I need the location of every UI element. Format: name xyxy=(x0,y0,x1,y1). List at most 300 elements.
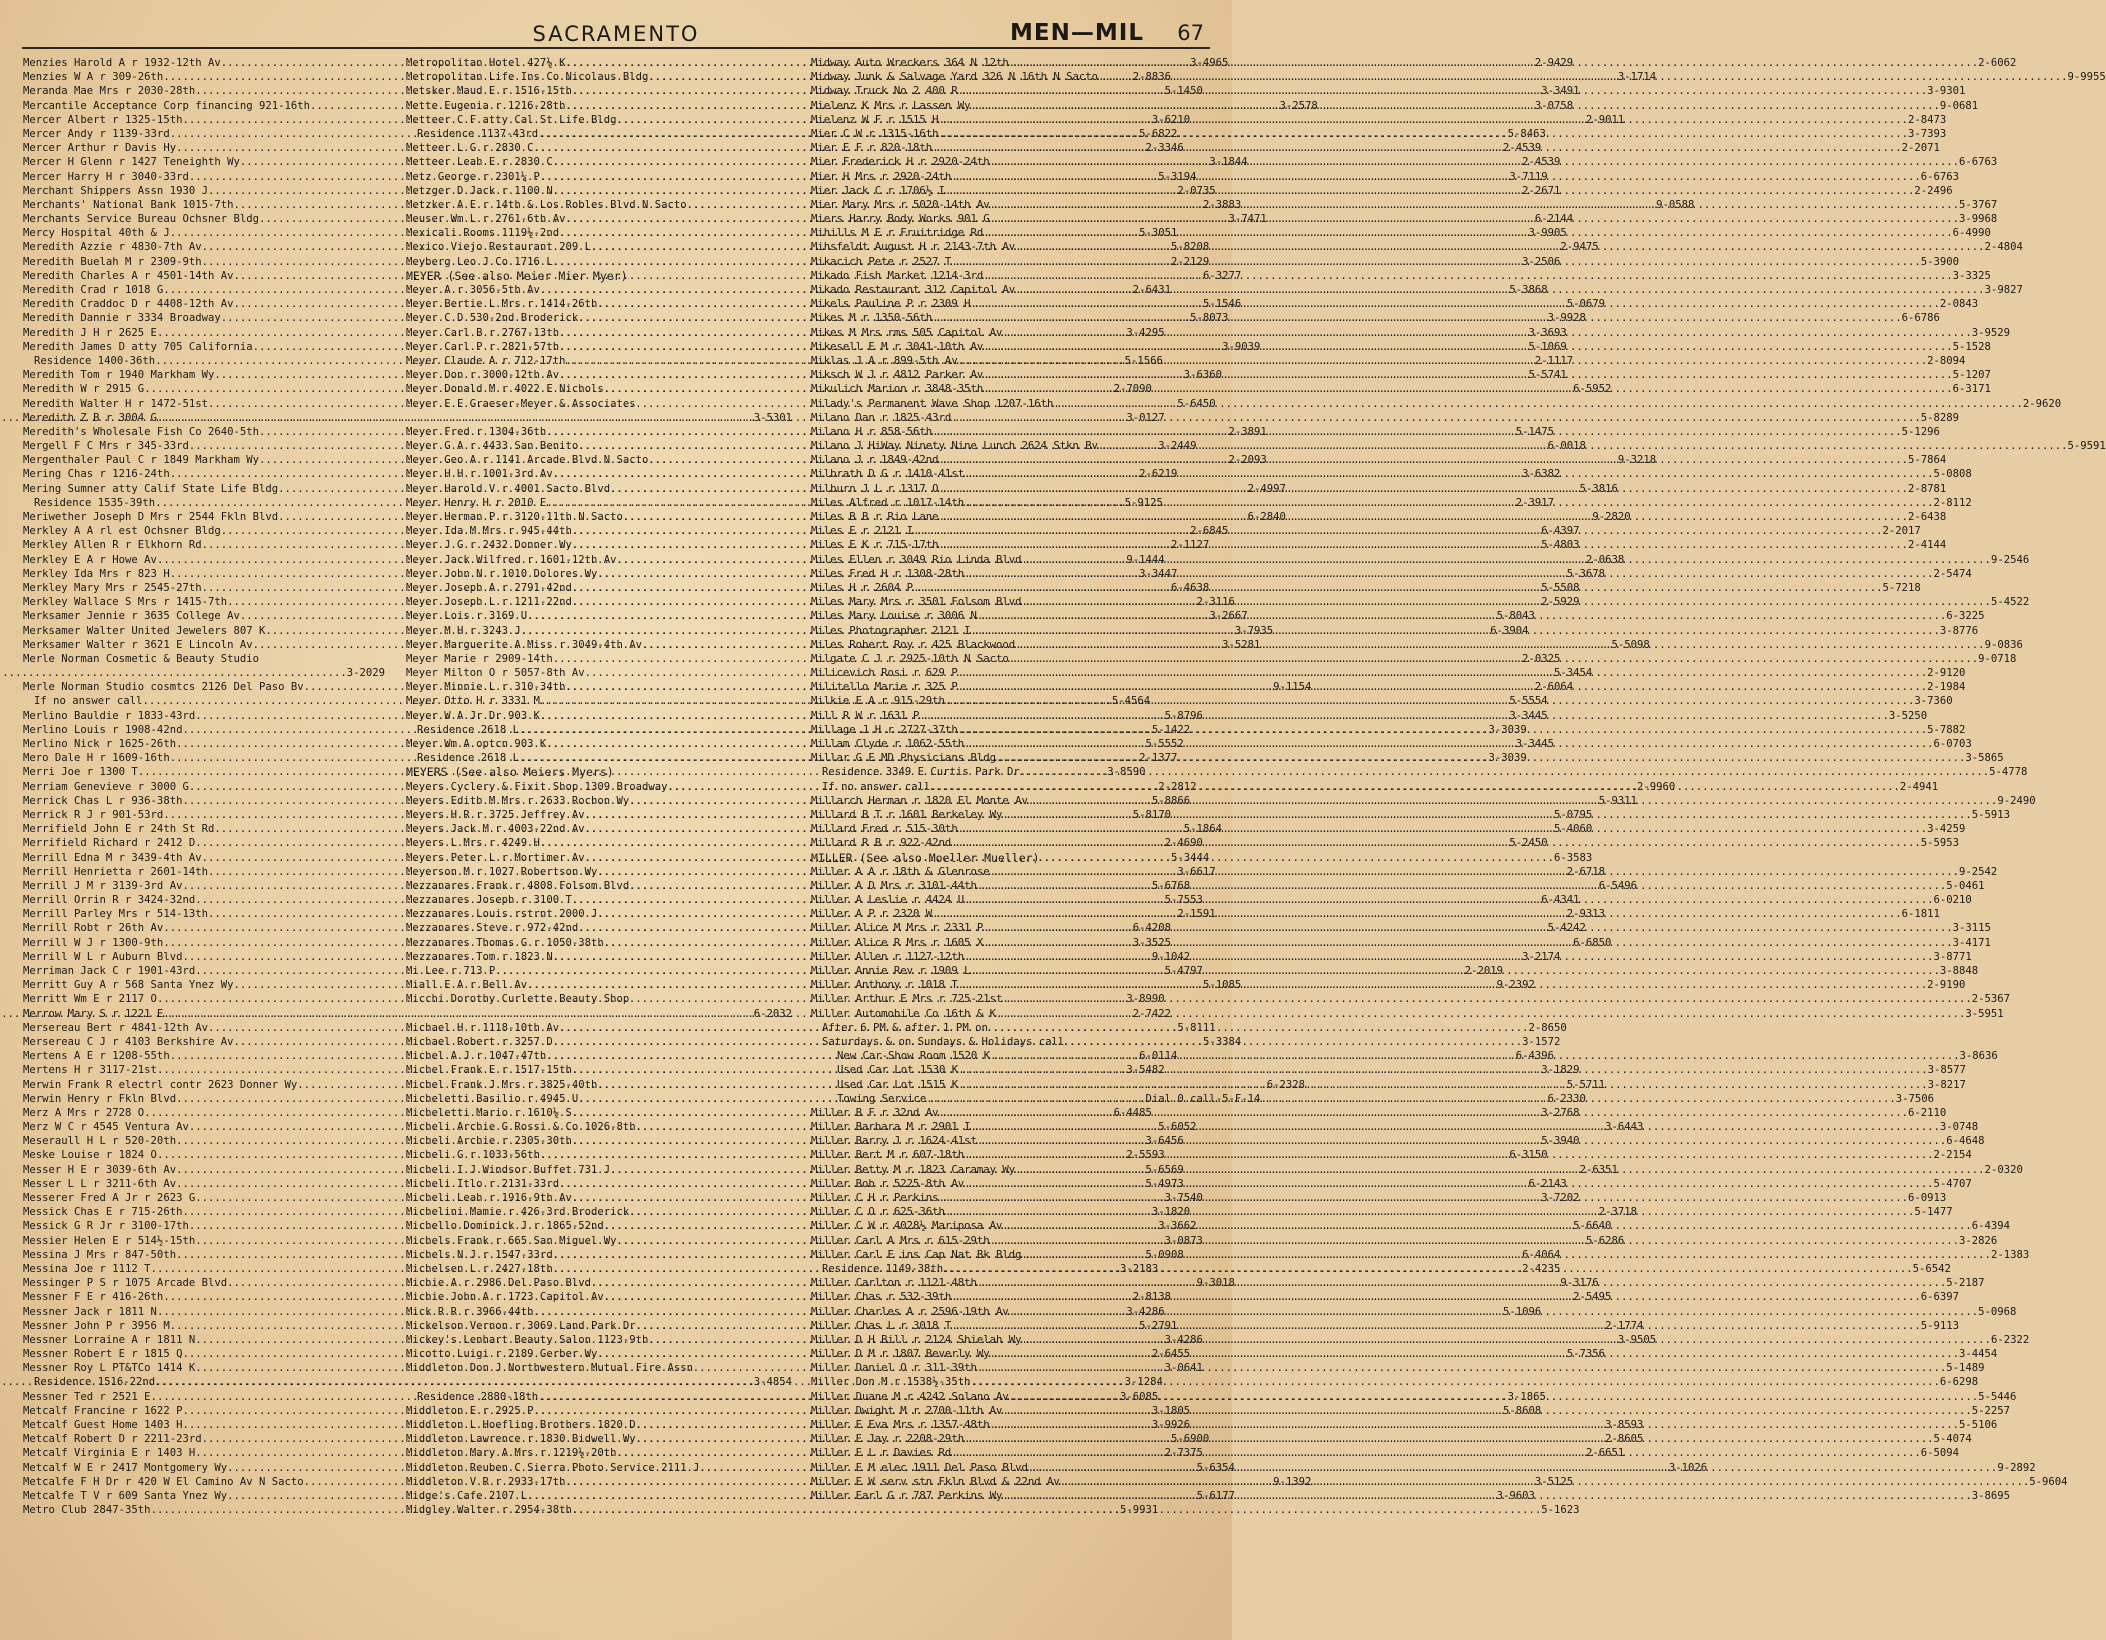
phone-number: 3-3115 xyxy=(1952,922,1991,935)
listing-name: Meyer H H r 1001-3rd Av xyxy=(406,468,553,481)
listing-name: Residence 2618 L xyxy=(417,723,520,736)
listing-name: MEYER (See also Meier Mier Myer) xyxy=(406,268,628,283)
phone-number: 3-3491 xyxy=(1541,85,1580,98)
listing-name: Messner Roy L PT&TCo 1414 K xyxy=(23,1362,196,1375)
phone-number: 5-1546 xyxy=(1202,298,1242,311)
phone-number: 5-1096 xyxy=(1503,1305,1542,1318)
phone-number: 3-2506 xyxy=(1522,255,1561,268)
listing-name: Meredith Walter H r 1472-51st xyxy=(23,397,208,410)
phone-number: 5-5552 xyxy=(1145,738,1184,750)
listing-name: Mier E F r 820-18th xyxy=(811,142,933,155)
phone-number: 2-4804 xyxy=(1984,241,2023,254)
phone-number: 3-6443 xyxy=(1605,1121,1644,1134)
phone-number: 5-6052 xyxy=(1158,1121,1197,1134)
phone-number: 5-5508 xyxy=(1541,581,1580,594)
phone-number: 3-9039 xyxy=(1222,340,1261,353)
listing-entry xyxy=(406,1375,792,1389)
listing-name: Micotto Luigi r 2189 Gerber Wy xyxy=(406,1348,598,1361)
listing-name: Midway Junk & Salvage Yard 326 N 16th N Sacto xyxy=(811,71,1099,84)
listing-name: Meredith Z B r 3004 G xyxy=(23,411,157,424)
listing-name: Micheli G r 1033-56th xyxy=(406,1149,540,1162)
listing-name: Used Car Lot 1515 K xyxy=(837,1078,959,1091)
listing-entry xyxy=(23,652,385,666)
listing-name: Midway Auto Wreckers 364 N 12th xyxy=(811,57,1009,69)
phone-number: 5-6450 xyxy=(1177,397,1216,410)
listing-entry xyxy=(23,666,385,680)
phone-number: 2-2019 xyxy=(1464,965,1504,977)
listing-name: Miller A Leslie r 4424 U xyxy=(811,894,965,907)
listing-name: Meyer Fred r 1304-36th xyxy=(406,425,547,438)
phone-number: 5-5953 xyxy=(1920,837,1960,850)
dot-leader xyxy=(996,1007,1965,1021)
dot-leader xyxy=(1002,1219,1971,1233)
dot-leader xyxy=(977,1361,1946,1375)
phone-number: 2-4235 xyxy=(1522,1262,1561,1275)
listing-name: Meyer Lois r 3169 U xyxy=(406,610,528,623)
listing-name: Mezzanares Louis rstrnt 2000 J xyxy=(406,908,598,921)
phone-number: 2-6651 xyxy=(1585,1447,1625,1460)
dot-leader xyxy=(964,467,1933,481)
phone-number: 2-1984 xyxy=(1927,681,1966,694)
phone-number: 3-7202 xyxy=(1541,1192,1580,1204)
listing-name: Millam Clyde r 1062-55th xyxy=(811,738,965,750)
phone-number: 6-6763 xyxy=(1959,156,1998,169)
listing-name: Milano J HiWay Ninety Nine Lunch 2624 Stkn Bv xyxy=(811,440,1099,453)
listing-name: Miles Photographer 2121 I xyxy=(811,624,971,637)
listing-name: Miller Dwight M r 2700-11th Av xyxy=(811,1404,1003,1417)
listing-name: Merz W C r 4545 Ventura Av xyxy=(23,1121,189,1134)
dot-leader xyxy=(977,1276,1946,1290)
phone-number: 3-1714 xyxy=(1617,71,1657,84)
phone-number: 5-5106 xyxy=(1959,1419,1998,1431)
listing-name: Millarch Herman r 1820 El Monte Av xyxy=(811,794,1028,807)
listing-name: Meredith W r 2915 G xyxy=(23,383,145,396)
phone-number: 6-2330 xyxy=(1547,1092,1586,1105)
dot-leader xyxy=(913,581,1882,595)
listing-name: Miller Carlton r 1121-48th xyxy=(811,1277,977,1290)
listing-name: Miles Ellen r 3049 Rio Linda Blvd xyxy=(811,553,1022,566)
listing-name: Merlino Bauldie r 1833-43rd xyxy=(23,709,196,722)
phone-number: 2-9620 xyxy=(2022,397,2062,410)
phone-number: 5-2450 xyxy=(1509,837,1548,850)
phone-number: 6-4064 xyxy=(1522,1248,1561,1261)
phone-number: 6-6763 xyxy=(1920,170,1960,183)
listing-name: Miles Alfred r 1017-14th xyxy=(811,496,965,509)
dot-leader xyxy=(951,255,1920,269)
phone-number: 2-5495 xyxy=(1573,1291,1612,1304)
listing-name: Michael Robert r 3257 D xyxy=(406,1035,553,1048)
listing-name: Middleton Lawrence r 1830 Bidwell Wy xyxy=(406,1433,636,1446)
listing-name: Merrifield John E r 24th St Rd xyxy=(23,823,215,836)
listing-name: Merrill Edna M r 3439-4th Av xyxy=(23,851,202,864)
dot-leader xyxy=(945,1205,1914,1219)
phone-number: 2-2812 xyxy=(1158,780,1197,793)
phone-number: 2-0325 xyxy=(1522,652,1561,665)
phone-number: 3-3525 xyxy=(1132,936,1172,949)
listing-name: Micheli Leah r 1916-9th Av xyxy=(406,1192,572,1204)
phone-number: 5-0461 xyxy=(1946,879,1985,892)
dot-leader xyxy=(964,496,1933,510)
listing-name: Meyer W A Jr Dr 903 K xyxy=(406,709,540,722)
dot-leader xyxy=(983,921,1952,935)
phone-number: 3-4295 xyxy=(1126,326,1165,339)
phone-number: 3-3662 xyxy=(1158,1220,1197,1233)
listing-name: Mielenz W F r 1515 H xyxy=(811,113,939,126)
phone-number: 3-5482 xyxy=(1126,1064,1165,1077)
listing-name: Meyer Wm A optcn 903 K xyxy=(406,738,547,750)
dot-leader xyxy=(932,907,1901,921)
phone-number: 3-4286 xyxy=(1164,1333,1203,1346)
listing-name: Mier C W r 1315-16th xyxy=(811,127,939,140)
listing-name: Mihsfeldt August H r 2143-7th Av xyxy=(811,241,1016,254)
listing-name: Meyberg Leo J Co 1716 L xyxy=(406,255,553,268)
page-number: 67 xyxy=(1177,21,1204,45)
phone-number: 2-8112 xyxy=(1933,496,1972,509)
phone-number: 6-3171 xyxy=(1952,383,1991,396)
dot-leader xyxy=(983,382,1952,396)
listing-name: Miller Allen r 1127-12th xyxy=(811,950,965,963)
listing-name: Micchi Dorothy Curlette Beauty Shop xyxy=(406,993,630,1006)
phone-number: 6-5952 xyxy=(1573,383,1612,396)
phone-number: 2-6845 xyxy=(1190,525,1229,538)
listing-entry xyxy=(406,1007,792,1021)
listing-name: Mexico Viejo Restaurant 209 L xyxy=(406,241,591,254)
phone-number: 6-3225 xyxy=(1946,610,1985,623)
listing-name: Milady's Permanent Wave Shop 1207-16th xyxy=(811,397,1054,410)
listing-name: Meyer A r 3056-5th Av xyxy=(406,284,540,296)
listing-name: Miller E M elec 1911 Del Paso Blvd xyxy=(811,1461,1028,1474)
phone-number: 5-6542 xyxy=(1912,1262,1951,1275)
phone-number: 2-0735 xyxy=(1177,184,1216,197)
listing-name: Miller C O r 625-36th xyxy=(811,1206,945,1219)
listing-name: Mering Sumner atty Calif State Life Bldg xyxy=(23,482,279,495)
listing-name: Meyerson M r 1027 Robertson Wy xyxy=(406,865,598,878)
phone-number: 3-8590 xyxy=(1107,766,1146,779)
dot-leader xyxy=(939,453,1908,467)
phone-number: 5-8170 xyxy=(1132,808,1172,821)
phone-number: 5-6354 xyxy=(1196,1461,1235,1474)
dot-leader xyxy=(930,780,1899,794)
listing-name: Merrill J M r 3139-3rd Av xyxy=(23,879,183,892)
listing-name: Towing Service xyxy=(837,1092,927,1105)
listing-name: Mikesell E M r 3041-10th Av xyxy=(811,340,984,353)
dot-leader xyxy=(0,1007,754,1021)
dot-leader xyxy=(964,567,1933,581)
phone-number: 3-6617 xyxy=(1177,865,1216,878)
dot-leader xyxy=(964,950,1933,964)
phone-number: 3-2768 xyxy=(1541,1106,1580,1119)
phone-number: 6-0114 xyxy=(1139,1050,1178,1063)
listing-name: Millard Fred r 515-30th xyxy=(811,823,958,836)
listing-entry xyxy=(811,397,2062,411)
listing-name: Militello Marie r 325 P xyxy=(811,681,958,694)
dot-leader xyxy=(939,1191,1908,1205)
listing-name: Messer L L r 3211-6th Av xyxy=(23,1177,177,1190)
listing-name: Mering Chas r 1216-24th xyxy=(23,468,170,481)
listing-entry xyxy=(811,851,1206,865)
phone-number: 5-6177 xyxy=(1196,1489,1235,1502)
listing-name: Meredith Dannie r 3334 Broadway xyxy=(23,312,221,325)
listing-name: Meyers L Mrs r 4249 H xyxy=(406,837,540,850)
listing-name: Miller A D Mrs r 3101-44th xyxy=(811,879,977,892)
phone-number: 2-2671 xyxy=(1522,184,1561,197)
listing-name: Metcalf Guest Home 1403 H xyxy=(23,1419,183,1431)
phone-number: 5-7218 xyxy=(1882,581,1921,594)
phone-number: 3-7935 xyxy=(1234,624,1274,637)
dot-leader xyxy=(983,368,1952,382)
phone-number: 2-6431 xyxy=(1132,284,1172,296)
phone-number: 6-5496 xyxy=(1598,879,1637,892)
listing-name: Merriam Genevieve r 3000 G xyxy=(23,780,189,793)
phone-number: 5-1864 xyxy=(1183,823,1223,836)
phone-number: 5-1422 xyxy=(1151,723,1191,736)
listing-name: Meyer Don r 3000-12th Av xyxy=(406,369,560,382)
listing-name: Mergell F C Mrs r 345-33rd xyxy=(23,440,189,453)
dot-leader xyxy=(983,340,1952,354)
phone-number: 2-0843 xyxy=(1939,298,1979,311)
phone-number: 6-4394 xyxy=(1971,1220,2011,1233)
phone-number: 5-8043 xyxy=(1496,610,1535,623)
listing-name: Milano J r 1849-42nd xyxy=(811,454,939,467)
listing-name: Messner Jack r 1811 N xyxy=(23,1305,157,1318)
phone-number: 3-9529 xyxy=(1971,326,2011,339)
phone-number: 6-3904 xyxy=(1490,624,1529,637)
phone-number: 5-9591 xyxy=(2067,440,2106,453)
phone-number: 3-5301 xyxy=(753,411,792,424)
phone-number: 2-4144 xyxy=(1908,539,1947,552)
listing-name: Merlino Nick r 1625-26th xyxy=(23,738,177,750)
listing-name: Messer H E r 3039-6th Av xyxy=(23,1163,177,1176)
phone-number: 3-5865 xyxy=(1965,752,2004,765)
phone-number: 6-4648 xyxy=(1946,1135,1985,1148)
listing-name: Meyers Jack M r 4003-22nd Av xyxy=(406,823,585,836)
phone-number: 6-2840 xyxy=(1247,511,1286,523)
phone-number: 2-3718 xyxy=(1598,1206,1637,1219)
listing-name: Metzger D Jack r 1100 N xyxy=(406,184,553,197)
dot-leader xyxy=(977,1134,1946,1148)
listing-name: Miller Earl G r 787 Perkins Wy xyxy=(811,1489,1003,1502)
phone-number: 6-1811 xyxy=(1901,908,1940,921)
listing-name: Meyers H R r 3725 Jeffrey Av xyxy=(406,808,585,821)
phone-number: 5-4797 xyxy=(1164,965,1203,977)
phone-number: 5-4522 xyxy=(1990,596,2030,609)
listing-name: Metcalfe T V r 609 Santa Ynez Wy xyxy=(23,1489,228,1502)
listing-name: Merwin Frank R electrl contr 2623 Donner Wy xyxy=(23,1078,298,1091)
phone-number: 9-2392 xyxy=(1496,979,1535,992)
phone-number: 2-8836 xyxy=(1132,71,1172,84)
page-header xyxy=(0,20,1232,50)
listing-name: Miller Duane M r 4242 Solano Av xyxy=(811,1390,1009,1403)
phone-number: 3-9926 xyxy=(1151,1419,1191,1431)
listing-name: New Car-Show Room 1520 K xyxy=(837,1050,991,1063)
listing-name: Residence 2880-18th xyxy=(417,1390,539,1403)
phone-number: 2-9011 xyxy=(1585,113,1625,126)
phone-number: 2-3116 xyxy=(1196,596,1235,609)
phone-number: 5-3051 xyxy=(1139,227,1178,240)
phone-number: 5-3767 xyxy=(1959,198,1998,211)
listing-name: Meyer Bertie L Mrs r 1414-26th xyxy=(406,298,598,311)
listing-name: Merle Norman Studio cosmtcs 2126 Del Paso Bv xyxy=(23,681,304,694)
dot-leader xyxy=(1009,1305,1978,1319)
listing-name: Mercer Albert r 1325-15th xyxy=(23,113,183,126)
dot-leader xyxy=(958,822,1927,836)
listing-name: Miller E Eva Mrs r 1357-48th xyxy=(811,1419,990,1431)
phone-number: 2-2154 xyxy=(1933,1149,1972,1162)
phone-number: 3-4454 xyxy=(1959,1348,1998,1361)
listing-entry xyxy=(406,992,792,1006)
listing-name: Meyer Marguerite A Miss r 3049-4th Av xyxy=(406,638,642,651)
listing-name: Miller Barry J r 1624-41st xyxy=(811,1135,977,1148)
phone-number: 5-4803 xyxy=(1541,539,1580,552)
listing-name: Miles Fred H r 1308-28th xyxy=(811,567,965,580)
dot-leader xyxy=(977,879,1946,893)
phone-number: 6-4341 xyxy=(1541,894,1580,907)
phone-number: 3-7119 xyxy=(1509,170,1548,183)
dot-leader xyxy=(970,1375,1939,1389)
phone-number: 3-3039 xyxy=(1488,752,1527,765)
listing-name: Miller Bob r 5225-8th Av xyxy=(811,1177,965,1190)
phone-number: 5-1623 xyxy=(1541,1504,1580,1517)
listing-name: Merz A Mrs r 2728 O xyxy=(23,1106,145,1119)
phone-number: 3-9968 xyxy=(1959,213,1998,226)
listing-name: Miller D H Bill r 2124 Shielah Wy xyxy=(811,1333,1022,1346)
phone-number: 5-3454 xyxy=(1554,667,1593,680)
dot-leader xyxy=(990,1049,1959,1063)
dot-leader xyxy=(945,694,1914,708)
listing-name: Meyer Ida M Mrs r 945-44th xyxy=(406,525,572,538)
listing-name: Merriman Jack C r 1901-43rd xyxy=(23,965,196,977)
phone-number: 2-2071 xyxy=(1901,142,1940,155)
dot-leader xyxy=(970,964,1939,978)
phone-number: 9-3018 xyxy=(1196,1277,1235,1290)
dot-leader xyxy=(958,680,1927,694)
phone-number: 6-4397 xyxy=(1541,525,1580,538)
listing-name: Mero Dale H r 1609-16th xyxy=(23,752,170,765)
listing-name: Merrill Henrietta r 2601-14th xyxy=(23,865,208,878)
listing-name: Merrick Chas L r 936-38th xyxy=(23,794,183,807)
listing-name: Miller Don M r 1538½-35th xyxy=(811,1376,971,1389)
phone-number: 3-6456 xyxy=(1145,1135,1184,1148)
phone-number: 5-0808 xyxy=(1933,468,1972,481)
phone-number: 2-8138 xyxy=(1132,1291,1172,1304)
listing-name: Merrill W L r Auburn Blvd xyxy=(23,950,183,963)
phone-number: 2-6718 xyxy=(1566,865,1606,878)
phone-number: 6-4990 xyxy=(1952,227,1991,240)
phone-number: 6-0018 xyxy=(1547,440,1586,453)
phone-number: 2-4539 xyxy=(1522,156,1561,169)
phone-number: 2-6062 xyxy=(1978,57,2017,69)
phone-number: 2-7090 xyxy=(1113,383,1152,396)
dot-leader xyxy=(990,865,1959,879)
listing-name: Meyer J G r 2432 Donner Wy xyxy=(406,539,572,552)
dot-leader xyxy=(983,936,1952,950)
phone-number: 5-1207 xyxy=(1952,369,1991,382)
dot-leader xyxy=(1028,1461,1997,1475)
dot-leader xyxy=(1021,553,1990,567)
phone-number: 3-4854 xyxy=(753,1376,792,1389)
listing-name: Metcalf Francine r 1622 P xyxy=(23,1404,183,1417)
listing-name: Meredith James D atty 705 California xyxy=(23,340,253,353)
dot-leader xyxy=(1009,56,1978,70)
listing-name: Miller C H r Perkins xyxy=(811,1192,939,1204)
phone-number: 3-3693 xyxy=(1528,326,1567,339)
phone-number: 9-1042 xyxy=(1151,950,1191,963)
listing-name: Metsker Maud E r 1516-15th xyxy=(406,85,572,98)
phone-number: 2-9475 xyxy=(1560,241,1599,254)
listing-name: Metcalf W E r 2417 Montgomery Wy xyxy=(23,1461,228,1474)
phone-number: 5-5554 xyxy=(1509,695,1548,708)
phone-number: 6-2143 xyxy=(1528,1177,1567,1190)
phone-number: 3-2826 xyxy=(1959,1234,1998,1247)
phone-number: 3-1572 xyxy=(1522,1035,1561,1048)
phone-number: 5-8608 xyxy=(1503,1404,1542,1417)
phone-number: 3-2449 xyxy=(1158,440,1197,453)
dot-leader xyxy=(1020,765,1989,779)
listing-name: Miller Daniel O r 311-39th xyxy=(811,1362,977,1375)
listing-name: Messerer Fred A Jr r 2623 G xyxy=(23,1192,196,1204)
dot-leader xyxy=(1015,638,1984,652)
dot-leader xyxy=(1002,808,1971,822)
phone-number: 9-1444 xyxy=(1126,553,1165,566)
phone-number: 5-1296 xyxy=(1901,425,1940,438)
listing-name: Milano Dan r 1825-43rd xyxy=(811,411,952,424)
dot-leader xyxy=(943,1262,1912,1276)
listing-name: Residence 1516-22nd xyxy=(34,1376,156,1389)
listing-name: Micheli Archie G Rossi & Co 1026-8th xyxy=(406,1121,636,1134)
phone-number: 5-8463 xyxy=(1507,127,1546,140)
dot-leader xyxy=(1015,283,1984,297)
phone-number: 2-2017 xyxy=(1882,525,1921,538)
listing-name: Midge's Cafe 2107 L xyxy=(406,1489,528,1502)
listing-name: Meyer Joseph L r 1211-22nd xyxy=(406,596,572,609)
phone-number: 5-5098 xyxy=(1611,638,1650,651)
dot-leader xyxy=(1060,1475,2029,1489)
listing-name: Michelsen L r 2427-18th xyxy=(406,1262,553,1275)
listing-name: Residence 1400-36th xyxy=(34,354,156,367)
listing-name: Miller E L r Davies Rd xyxy=(811,1447,952,1460)
phone-number: 5-1566 xyxy=(1124,354,1163,367)
listing-name: Merkley Wallace S Mrs r 1415-7th xyxy=(23,596,228,609)
listing-name: Meredith J H r 2625 E xyxy=(23,326,157,339)
listing-name: Mier Frederick H r 2920-24th xyxy=(811,156,990,169)
listing-name: Merwin Henry r Fkln Blvd xyxy=(23,1092,177,1105)
dot-leader xyxy=(964,1177,1933,1191)
listing-name: Metcalf Virginia E r 1403 H xyxy=(23,1447,196,1460)
phone-number: 5-3816 xyxy=(1579,482,1618,495)
listing-name: Meredith Azzie r 4830-7th Av xyxy=(23,241,202,254)
phone-number: 5-3940 xyxy=(1541,1135,1580,1148)
phone-number: 3-9505 xyxy=(1617,1333,1657,1346)
dot-leader xyxy=(970,297,1939,311)
phone-number: 3-2183 xyxy=(1120,1262,1159,1275)
listing-name: Mier Mary Mrs r 5020-14th Av xyxy=(811,198,990,211)
listing-name: Metropolitan Hotel 427½ K xyxy=(406,57,566,69)
phone-number: 9-3176 xyxy=(1560,1277,1599,1290)
listing-name: Merkley Allen R r Elkhorn Rd xyxy=(23,539,202,552)
dot-leader xyxy=(970,624,1939,638)
phone-number: 5-6640 xyxy=(1573,1220,1612,1233)
listing-name: Merchant Shippers Assn 1930 J xyxy=(23,184,208,197)
phone-number: 2-1117 xyxy=(1534,354,1574,367)
phone-number: 5-4707 xyxy=(1933,1177,1972,1190)
listing-name: Merritt Wm E r 2117 O xyxy=(23,993,157,1006)
listing-name: Merkley E A r Howe Av xyxy=(23,553,157,566)
listing-name: Miller Betty M r 1823 Caramay Wy xyxy=(811,1163,1016,1176)
dot-leader xyxy=(939,127,1908,141)
listing-name: Meredith's Wholesale Fish Co 2640-5th xyxy=(23,425,259,438)
listing-entry xyxy=(406,269,792,283)
dot-leader xyxy=(964,1432,1933,1446)
